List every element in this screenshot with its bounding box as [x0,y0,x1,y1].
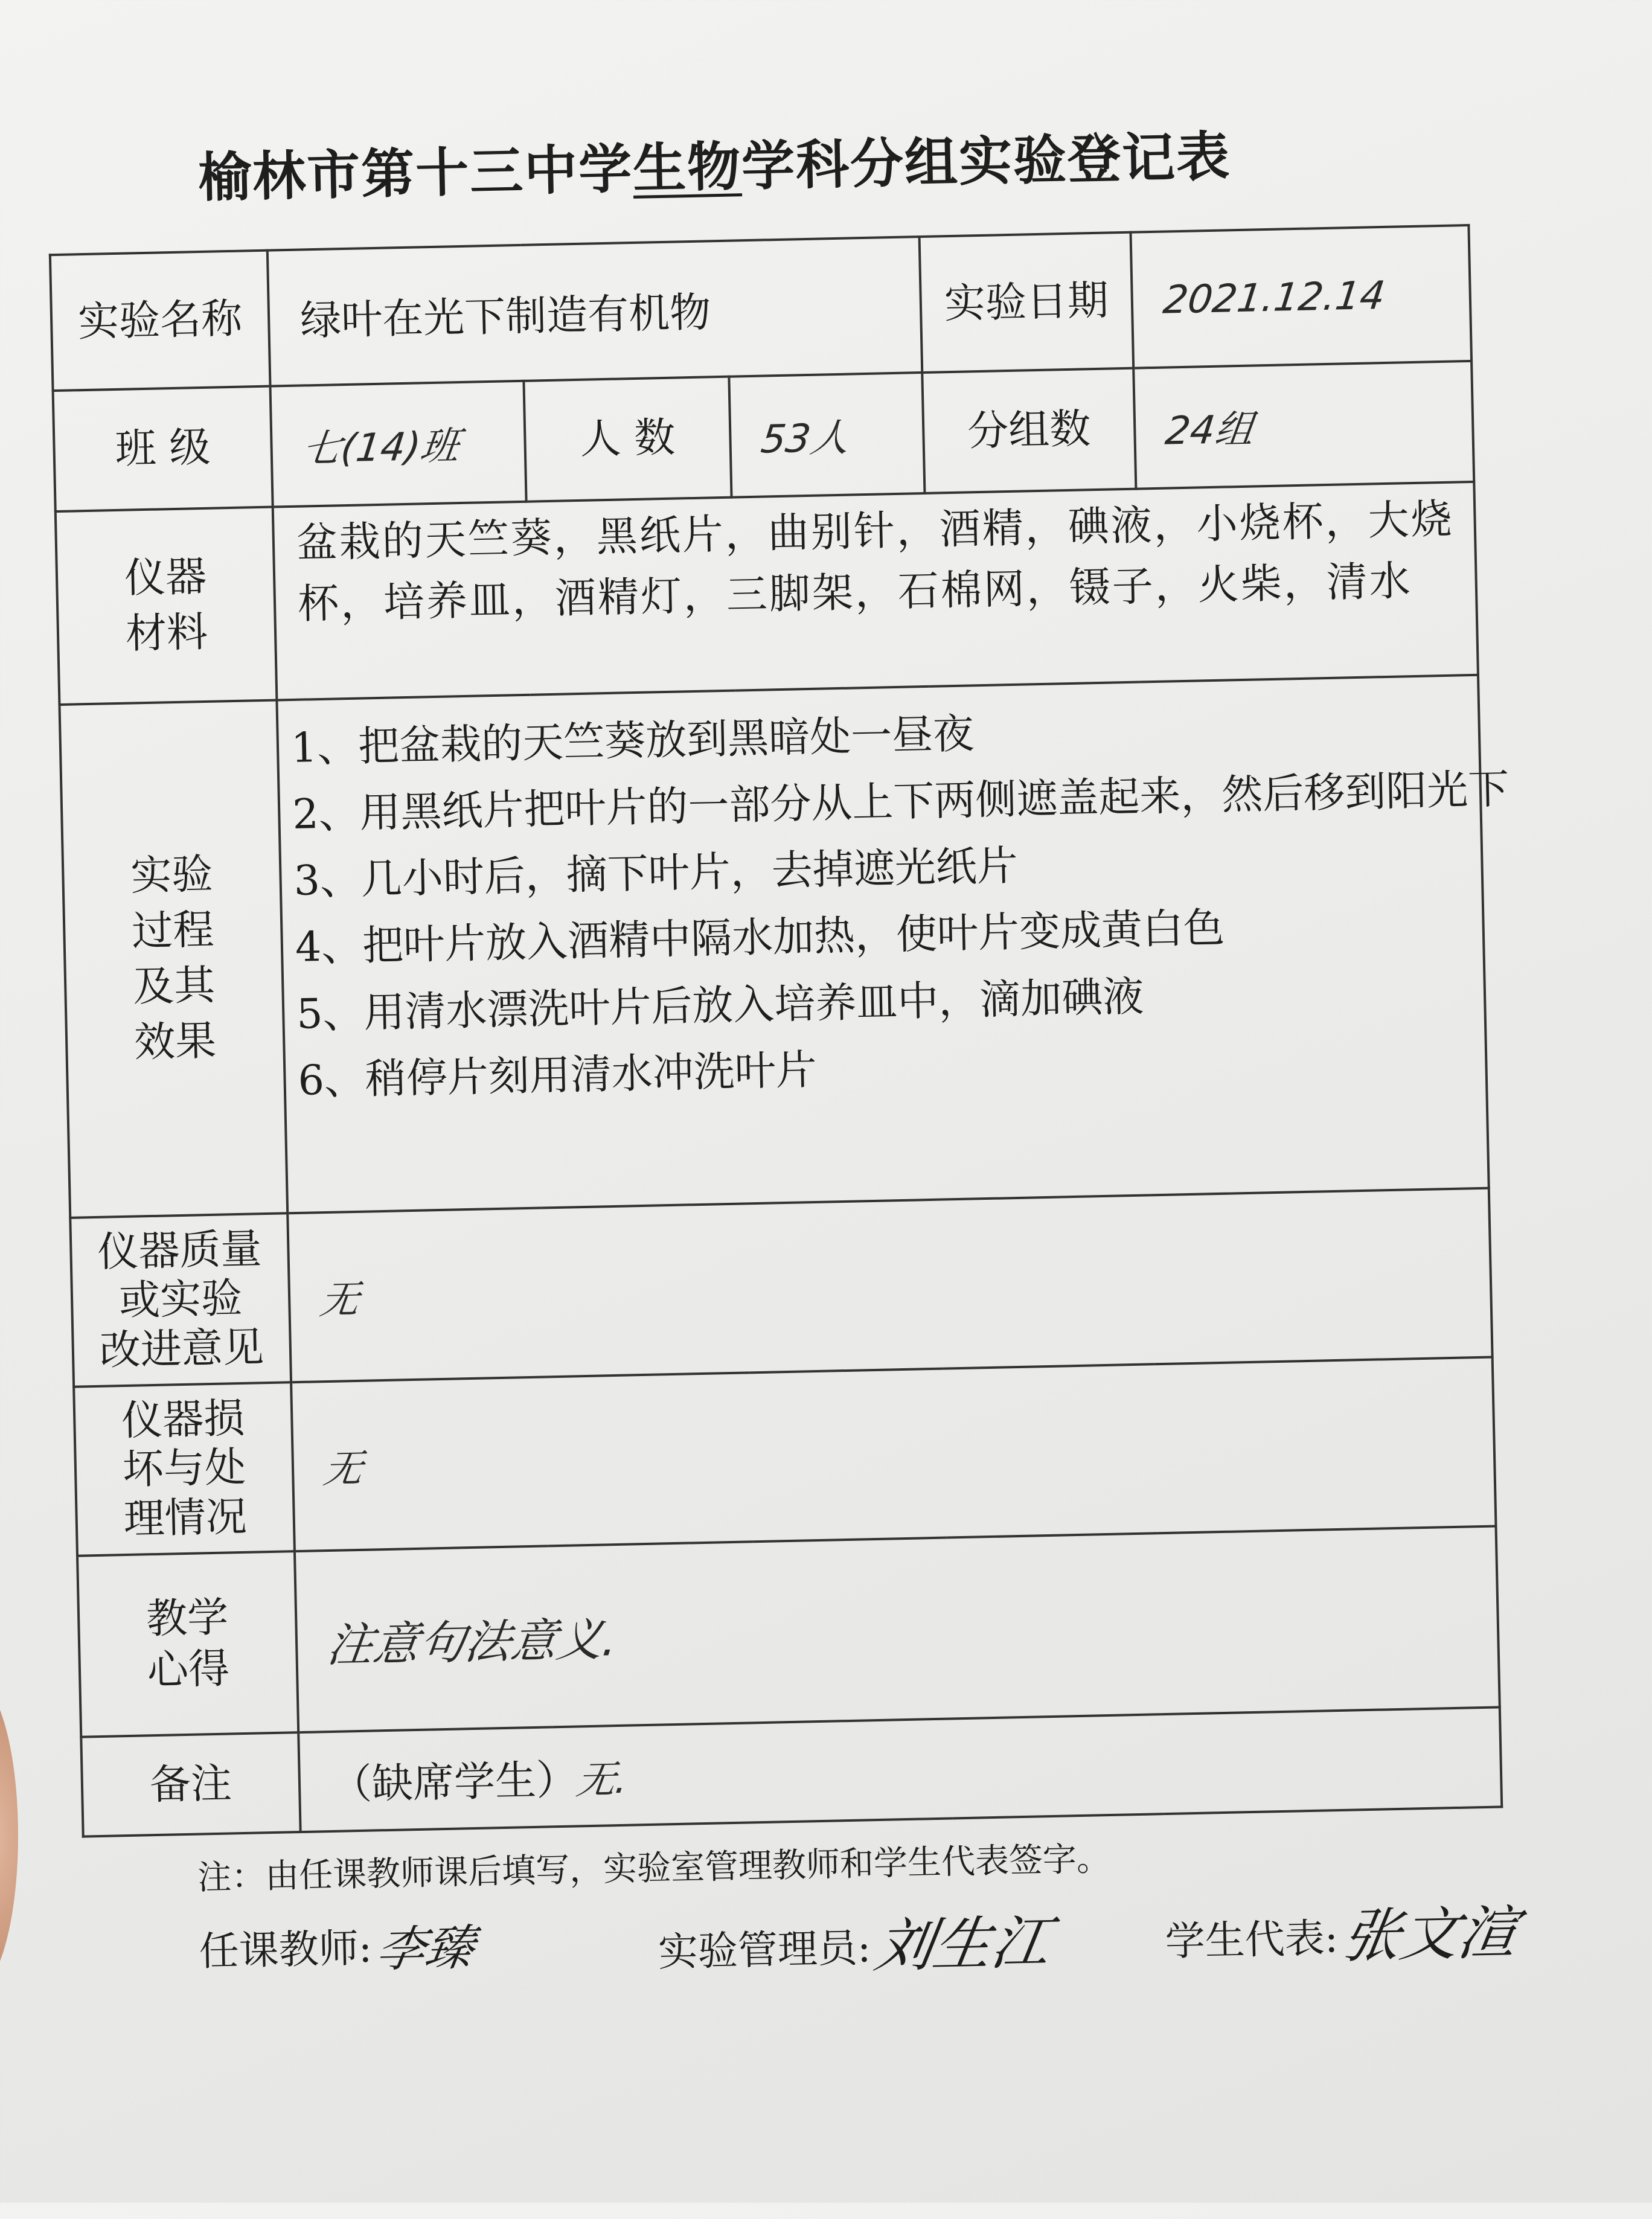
process-label-line: 及其 [132,961,216,1011]
registration-table [49,224,1510,1838]
damage-label-line: 理情况 [123,1493,248,1543]
quality-label-line: 或实验 [118,1275,243,1325]
remarks-prefix: （缺席学生） [330,1756,578,1809]
quality-label-line: 改进意见 [99,1323,264,1375]
damage-label [74,1382,295,1555]
title-subject: 生物 [632,135,743,200]
teacher-signature: 李臻 [373,1919,478,1978]
teaching-label-line: 心得 [147,1645,230,1695]
remarks-label: 备注 [81,1732,300,1837]
quality-value: 无 [317,1277,362,1324]
materials-label-line: 材料 [125,608,208,658]
student-label: 学生代表: [1164,1915,1339,1965]
process-steps [277,675,1510,1213]
quality-label-line: 仪器质量 [97,1225,263,1276]
step-item: 6、稍停片刻用清水冲洗叶片 [297,1046,818,1105]
groups-value: 24组 [1163,407,1257,454]
date-value: 2021.12.14 [1161,273,1388,323]
page-title [197,114,1232,212]
teaching-value: 注意句法意义. [324,1612,621,1672]
damage-label-line: 坏与处 [122,1444,246,1494]
experiment-name-label: 实验名称 [50,251,271,391]
admin-signature: 刘生江 [871,1908,1055,1980]
title-suffix: 学科分组实验登记表 [740,124,1232,198]
experiment-name-value: 绿叶在光下制造有机物 [267,237,922,386]
process-label-line: 过程 [131,906,215,956]
teacher-signature-block [198,1909,478,1984]
materials-value: 盆栽的天竺葵，黑纸片，曲别针，酒精，碘液，小烧杯，大烧杯，培养皿，酒精灯，三脚架，石棉网，镊子，火柴，清水 [273,482,1478,700]
admin-signature-block [657,1897,1055,1988]
student-signature-block [1164,1887,1523,1977]
teacher-label: 任课教师: [198,1924,373,1975]
class-value: 七(14)班 [299,423,462,472]
damage-value: 无 [321,1446,365,1493]
table-row [56,482,1478,705]
class-label: 班 级 [53,386,273,511]
process-label-line: 效果 [133,1017,217,1067]
table-row [59,675,1488,1218]
step-item: 1、把盆栽的天竺葵放到黑暗处一昼夜 [290,710,975,772]
quality-label [70,1213,291,1386]
damage-label-line: 仪器损 [121,1394,246,1445]
footer-note: 注：由任课教师课后填写，实验室管理教师和学生代表签字。 [197,1839,1111,1898]
teaching-label [77,1551,298,1737]
admin-label: 实验管理员: [658,1924,871,1976]
step-item: 2、用黑纸片把叶片的一部分从上下两侧遮盖起来，然后移到阳光下 [292,765,1510,839]
step-item: 5、用清水漂洗叶片后放入培养皿中，滴加碘液 [296,973,1145,1039]
people-value: 53人 [758,415,852,463]
people-label: 人 数 [523,377,731,502]
table-row [77,1526,1500,1737]
step-item: 4、把叶片放入酒精中隔水加热，使叶片变成黄白色 [295,905,1225,972]
materials-label [56,507,277,705]
table-row [70,1188,1492,1387]
process-label [59,700,287,1217]
remarks-value: 无. [574,1757,630,1804]
materials-label-line: 仪器 [124,553,207,603]
student-signature: 张文渲 [1337,1898,1523,1971]
date-label: 实验日期 [920,232,1134,373]
step-item: 3、几小时后，摘下叶片，去掉遮光纸片 [293,842,1019,906]
title-prefix: 榆林市第十三中学 [197,136,634,210]
table-row [74,1357,1496,1556]
teaching-label-line: 教学 [146,1593,229,1644]
process-label-line: 实验 [130,851,214,901]
groups-label: 分组数 [922,368,1136,493]
